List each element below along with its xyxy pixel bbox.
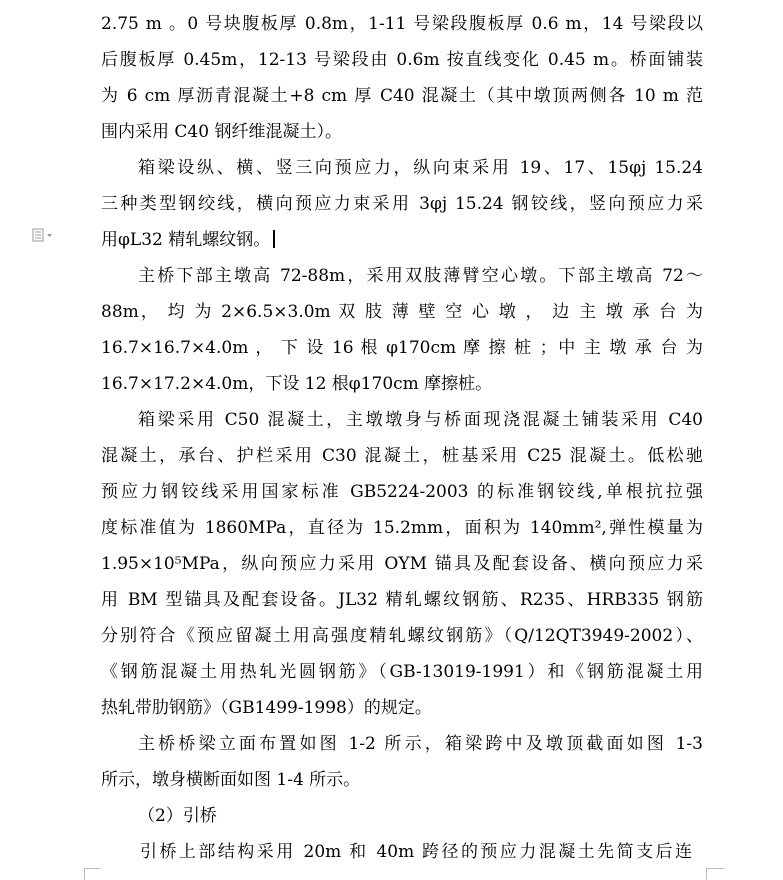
text-line: 三种类型钢绞线，横向预应力束采用 3φj 15.24 钢铰线，竖向预应力采 xyxy=(101,194,703,214)
text-line: 度标准值为 1860MPa，直径为 15.2mm，面积为 140mm²,弹性模量为 xyxy=(101,518,703,538)
crop-mark-right xyxy=(706,868,707,880)
text-line: 箱梁采用 C50 混凝土，主墩墩身与桥面现浇混凝土铺装采用 C40 xyxy=(138,410,703,430)
text-line: 1.95×10⁵MPa，纵向预应力采用 OYM 锚具及配套设备、横向预应力采 xyxy=(101,554,703,574)
text-line: 用 BM 型锚具及配套设备。JL32 精轧螺纹钢筋、R235、HRB335 钢筋 xyxy=(101,590,703,610)
text-line: 分别符合《预应留凝土用高强度精轧螺纹钢筋》（Q/12QT3949-2002）、 xyxy=(101,626,703,646)
crop-mark-left xyxy=(84,868,85,880)
text-line: 用φL32 精轧螺纹钢。 xyxy=(101,230,271,250)
crop-mark-left xyxy=(84,868,100,869)
text-line: 2.75 m 。0 号块腹板厚 0.8m，1-11 号梁段腹板厚 0.6 m，14 号梁段以 xyxy=(101,14,703,34)
text-line: 16.7×17.2×4.0m，下设 12 根φ170cm 摩擦桩。 xyxy=(101,374,493,394)
text-line: 为 6 cm 厚沥青混凝土+8 cm 厚 C40 混凝土（其中墩顶两侧各 10 m 范 xyxy=(101,86,703,106)
text-line: 后腹板厚 0.45m，12-13 号梁段由 0.6m 按直线变化 0.45 m。桥面铺装 xyxy=(101,50,703,70)
paragraph-options-icon[interactable] xyxy=(32,228,54,242)
text-cursor xyxy=(273,230,275,248)
text-line-with-cursor[interactable] xyxy=(101,228,703,252)
text-line: 预应力钢铰线采用国家标准 GB5224-2003 的标准钢铰线,单根抗拉强 xyxy=(101,482,703,502)
text-line: 引桥上部结构采用 20m 和 40m 跨径的预应力混凝土先简支后连 xyxy=(140,842,692,862)
text-line: 16.7×16.7×4.0m ， 下 设 16 根 φ170cm 摩 擦 桩 ；中 主 墩 承 台 为 xyxy=(101,338,703,358)
text-line: 混凝土，承台、护栏采用 C30 混凝土，桩基采用 C25 混凝土。低松驰 xyxy=(101,446,703,466)
text-line: 主桥桥梁立面布置如图 1-2 所示，箱梁跨中及墩顶截面如图 1-3 xyxy=(138,734,703,754)
text-line: 《钢筋混凝土用热轧光圆钢筋》（GB-13019-1991）和《钢筋混凝土用 xyxy=(101,662,703,682)
section-heading: （2）引桥 xyxy=(138,806,217,826)
text-line: 围内采用 C40 钢纤维混凝土）。 xyxy=(101,122,342,142)
crop-mark-right xyxy=(706,868,724,869)
text-line: 箱梁设纵、横、竖三向预应力，纵向束采用 19、17、15φj 15.24 xyxy=(138,158,703,178)
text-line: 所示，墩身横断面如图 1-4 所示。 xyxy=(101,770,361,790)
text-line: 主桥下部主墩高 72-88m，采用双肢薄臂空心墩。下部主墩高 72～ xyxy=(138,266,703,286)
text-line: 热轧带肋钢筋》（GB1499-1998）的规定。 xyxy=(101,698,432,718)
text-line: 88m， 均 为 2×6.5×3.0m 双 肢 薄 壁 空 心 墩 ， 边 主 墩 承 台 为 xyxy=(101,302,703,322)
